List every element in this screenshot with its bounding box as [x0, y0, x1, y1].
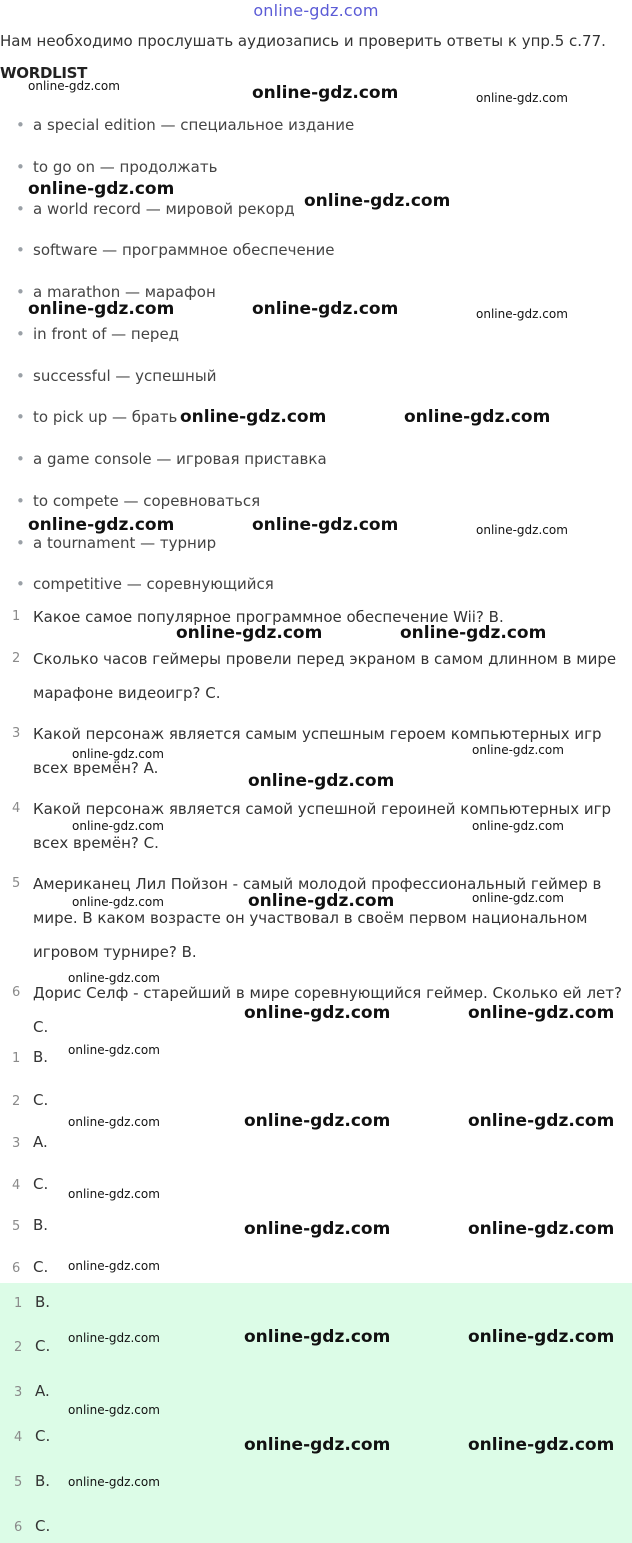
watermark: online-gdz.com	[468, 1327, 615, 1347]
watermark: online-gdz.com	[68, 1403, 160, 1417]
watermark: online-gdz.com	[476, 523, 568, 537]
answer-item: 1 B.	[12, 1048, 49, 1066]
bullet-icon: •	[16, 575, 25, 593]
answer-item: 3 A.	[14, 1382, 50, 1400]
watermark: online-gdz.com	[244, 1435, 391, 1455]
list-item: • a special edition — специальное издание	[16, 116, 355, 134]
watermark: online-gdz.com	[468, 1219, 615, 1239]
bullet-icon: •	[16, 241, 25, 259]
watermark: online-gdz.com	[400, 623, 547, 643]
watermark: online-gdz.com	[252, 299, 399, 319]
watermark: online-gdz.com	[68, 1475, 160, 1489]
list-item: • to compete — соревноваться	[16, 492, 261, 510]
watermark: online-gdz.com	[304, 191, 451, 211]
watermark: online-gdz.com	[28, 515, 175, 535]
watermark: online-gdz.com	[252, 83, 399, 103]
list-item: • software — программное обеспечение	[16, 241, 335, 259]
watermark: online-gdz.com	[244, 1327, 391, 1347]
list-item: • a world record — мировой рекорд	[16, 200, 295, 218]
list-item: • a tournament — турнир	[16, 534, 217, 552]
answer-item: 4 C.	[12, 1175, 49, 1193]
watermark: online-gdz.com	[28, 299, 175, 319]
bullet-icon: •	[16, 450, 25, 468]
answer-item: 6 C.	[12, 1258, 49, 1276]
bullet-icon: •	[16, 158, 25, 176]
list-item: • a game console — игровая приставка	[16, 450, 327, 468]
watermark: online-gdz.com	[68, 1259, 160, 1273]
watermark: online-gdz.com	[472, 819, 564, 833]
bullet-icon: •	[16, 408, 25, 426]
watermark: online-gdz.com	[476, 91, 568, 105]
list-item: • to pick up — брать	[16, 408, 178, 426]
watermark: online-gdz.com	[476, 307, 568, 321]
watermark: online-gdz.com	[404, 407, 551, 427]
bullet-icon: •	[16, 116, 25, 134]
watermark: online-gdz.com	[244, 1003, 391, 1023]
watermark: online-gdz.com	[68, 1043, 160, 1057]
answer-item: 3 A.	[12, 1133, 48, 1151]
watermark: online-gdz.com	[28, 179, 175, 199]
answer-item: 5 B.	[14, 1472, 51, 1490]
bullet-icon: •	[16, 200, 25, 218]
watermark: online-gdz.com	[472, 891, 564, 905]
list-item: • competitive — соревнующийся	[16, 575, 274, 593]
answer-item: 6 C.	[14, 1517, 51, 1535]
bullet-icon: •	[16, 283, 25, 301]
answer-item: 2 C.	[12, 1091, 49, 1109]
answer-item: 4 C.	[14, 1427, 51, 1445]
watermark: online-gdz.com	[248, 771, 395, 791]
watermark: online-gdz.com	[72, 819, 164, 833]
list-item: • to go on — продолжать	[16, 158, 218, 176]
watermark: online-gdz.com	[176, 623, 323, 643]
watermark: online-gdz.com	[68, 1187, 160, 1201]
bullet-icon: •	[16, 325, 25, 343]
answer-item: 2 C.	[14, 1337, 51, 1355]
bullet-icon: •	[16, 367, 25, 385]
wordlist-title: WORDLIST	[0, 64, 88, 82]
site-header[interactable]: online-gdz.com	[253, 1, 379, 20]
answer-item: 1 B.	[14, 1293, 51, 1311]
watermark: online-gdz.com	[28, 79, 120, 93]
list-item: • in front of — перед	[16, 325, 180, 343]
list-item: • a marathon — марафон	[16, 283, 216, 301]
bullet-icon: •	[16, 492, 25, 510]
watermark: online-gdz.com	[72, 747, 164, 761]
watermark: online-gdz.com	[244, 1111, 391, 1131]
list-item: • successful — успешный	[16, 367, 217, 385]
watermark: online-gdz.com	[68, 971, 160, 985]
bullet-icon: •	[16, 534, 25, 552]
watermark: online-gdz.com	[180, 407, 327, 427]
watermark: online-gdz.com	[252, 515, 399, 535]
watermark: online-gdz.com	[468, 1435, 615, 1455]
watermark: online-gdz.com	[468, 1003, 615, 1023]
watermark: online-gdz.com	[68, 1115, 160, 1129]
watermark: online-gdz.com	[68, 1331, 160, 1345]
task-intro: Нам необходимо прослушать аудиозапись и проверить ответы к упр.5 с.77.	[0, 32, 606, 50]
watermark: online-gdz.com	[468, 1111, 615, 1131]
watermark: online-gdz.com	[472, 743, 564, 757]
watermark: online-gdz.com	[72, 895, 164, 909]
answer-item: 5 B.	[12, 1216, 49, 1234]
watermark: online-gdz.com	[244, 1219, 391, 1239]
watermark: online-gdz.com	[248, 891, 395, 911]
